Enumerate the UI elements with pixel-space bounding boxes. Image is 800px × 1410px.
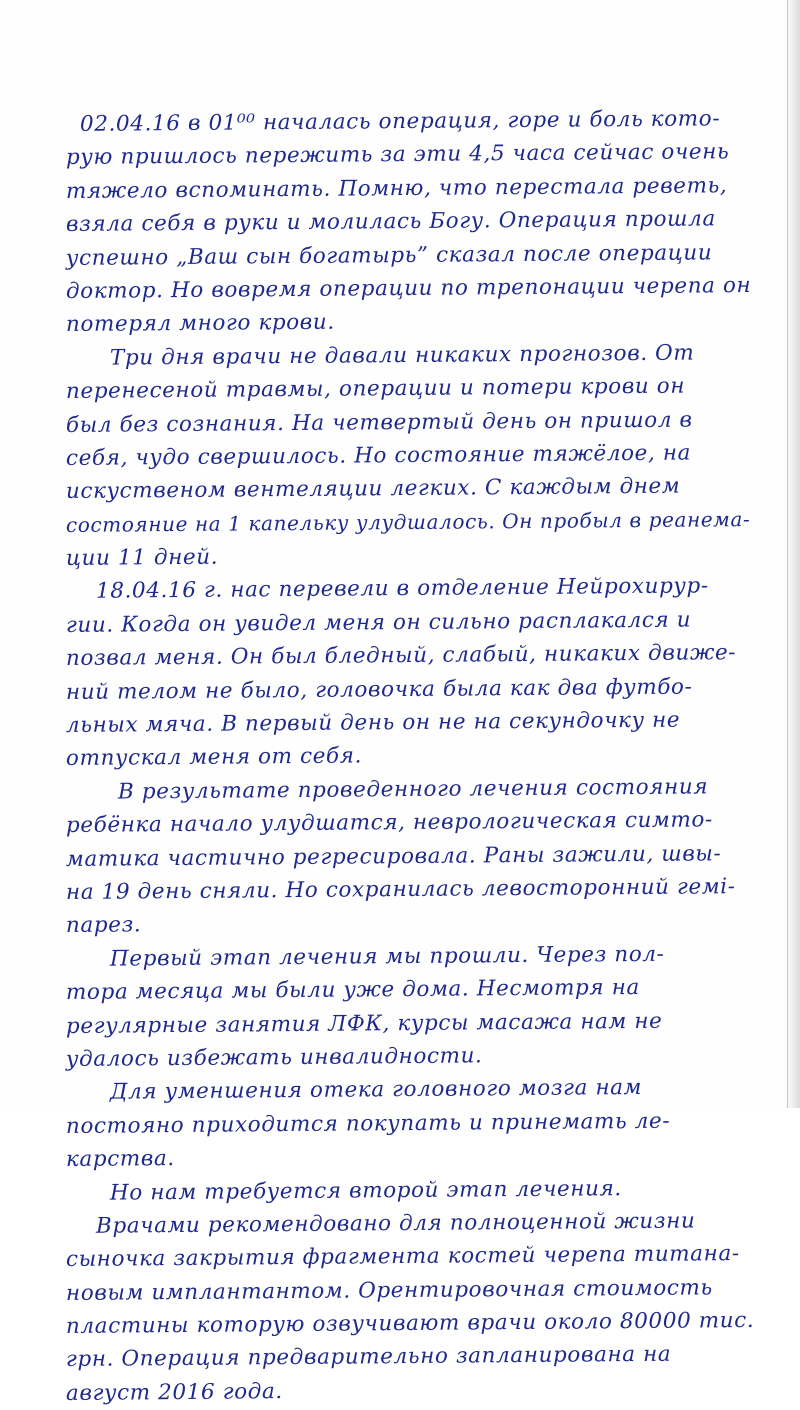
text-line: сыночка закрытия фрагмента костей черепа титана-	[65, 1241, 740, 1273]
text-line: взяла себя в руки и молилась Богу. Операция прошла	[65, 206, 716, 238]
text-line: ний телом не было, головочка была как два футбо-	[65, 674, 693, 705]
text-line: гии. Когда он увидел меня он сильно расплакался и	[65, 607, 692, 638]
text-line: В результате проведенного лечения состояния	[117, 774, 709, 805]
text-line: парез.	[65, 912, 142, 939]
text-line: новым имплантантом. Орентировочная стоимость	[65, 1275, 713, 1306]
text-line: позвал меня. Он был бледный, слабый, никаких движе-	[65, 640, 737, 672]
text-line: Но нам требуется второй этап лечения.	[109, 1175, 622, 1206]
text-line: карства.	[65, 1146, 175, 1173]
text-line: удалось избежать инвалидности.	[65, 1043, 483, 1072]
text-line: Для уменшения отека головного мозга нам	[109, 1075, 643, 1105]
scan-fold-line	[787, 0, 788, 1108]
text-line: себя, чудо свершилось. Но состояние тяжёлое, на	[65, 440, 692, 471]
text-line: искуственом вентеляции легких. С каждым днем	[65, 473, 681, 505]
text-line: Первый этап лечения мы прошли. Через пол-	[109, 941, 665, 972]
text-line: состояние на 1 капельку улудшалось. Он пробыл в реанема-	[65, 506, 751, 537]
handwritten-text	[66, 108, 766, 1410]
text-line: ции 11 дней.	[65, 544, 219, 572]
text-line: Три дня врачи не давали никаких прогнозов. От	[109, 340, 695, 371]
text-line: отпускал меня от себя.	[65, 743, 363, 772]
text-line: Врачами рекомендовано для полноценной жизни	[95, 1208, 696, 1239]
text-line: матика частично регресировала. Раны зажили, швы-	[65, 840, 722, 872]
text-line: постояно приходится покупать и принемать ле-	[65, 1108, 671, 1139]
text-line: тяжело вспоминать. Помню, что перестала реветь,	[65, 173, 728, 204]
text-line: 02.04.16 в 01⁰⁰ началась операция, горе и боль кото-	[79, 106, 721, 137]
text-line: был без сознания. На четвертый день он пришол в	[65, 407, 693, 438]
text-line: льных мяча. В первый день он не на секундочку не	[65, 707, 681, 739]
text-line: пластины которую озвучивают врачи около 80000 тис.	[65, 1308, 755, 1340]
text-line: на 19 день сняли. Но сохранилась левосторонний гемі-	[65, 874, 736, 905]
text-line: 18.04.16 г. нас перевели в отделение Нейрохирур-	[95, 573, 709, 605]
text-line: грн. Операция предварительно запланирована на	[65, 1342, 672, 1373]
text-line: ребёнка начало улудшатся, неврологическая симто-	[65, 807, 713, 839]
text-line: успешно „Ваш сын богатырь” сказал после операции	[65, 239, 713, 271]
text-line: рую пришлось пережить за эти 4,5 часа сейчас очень	[65, 139, 730, 171]
text-line: регулярные занятия ЛФК, курсы масажа нам не	[65, 1008, 663, 1039]
text-line: август 2016 года.	[65, 1378, 283, 1406]
text-line: тора месяца мы были уже дома. Несмотря на	[65, 975, 640, 1006]
text-line: перенесеной травмы, операции и потери крови он	[65, 373, 686, 405]
text-line: потерял много крови.	[65, 309, 335, 338]
text-line: доктор. Но вовремя операции по трепонации черепа он	[65, 272, 752, 304]
